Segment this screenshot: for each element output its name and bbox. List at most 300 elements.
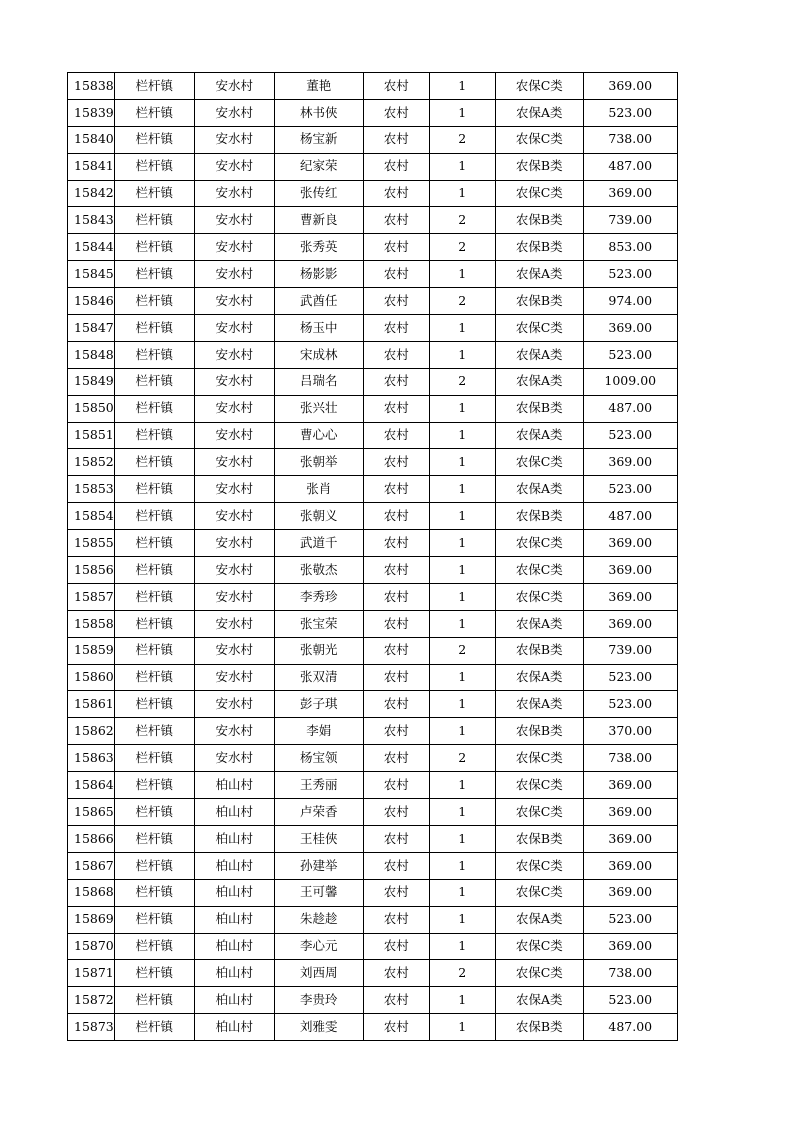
- village-cell: 柏山村: [194, 852, 274, 879]
- household-type-cell: 农村: [363, 933, 429, 960]
- category-cell: 农保C类: [495, 557, 583, 584]
- town-cell: 栏杆镇: [114, 180, 194, 207]
- household-type-cell: 农村: [363, 207, 429, 234]
- name-cell: 曹心心: [274, 422, 363, 449]
- village-cell: 柏山村: [194, 799, 274, 826]
- town-cell: 栏杆镇: [114, 476, 194, 503]
- household-type-cell: 农村: [363, 772, 429, 799]
- table-row: [68, 987, 678, 1014]
- amount-cell: 369.00: [583, 879, 677, 906]
- household-type-cell: 农村: [363, 825, 429, 852]
- town-cell: 栏杆镇: [114, 825, 194, 852]
- town-cell: 栏杆镇: [114, 153, 194, 180]
- village-cell: 柏山村: [194, 933, 274, 960]
- category-cell: 农保A类: [495, 987, 583, 1014]
- town-cell: 栏杆镇: [114, 73, 194, 100]
- category-cell: 农保B类: [495, 1014, 583, 1041]
- category-cell: 农保A类: [495, 906, 583, 933]
- village-cell: 安水村: [194, 73, 274, 100]
- category-cell: 农保C类: [495, 772, 583, 799]
- category-cell: 农保A类: [495, 476, 583, 503]
- amount-cell: 523.00: [583, 341, 677, 368]
- category-cell: 农保B类: [495, 503, 583, 530]
- name-cell: 李娟: [274, 718, 363, 745]
- household-type-cell: 农村: [363, 288, 429, 315]
- name-cell: 曹新良: [274, 207, 363, 234]
- amount-cell: 853.00: [583, 234, 677, 261]
- table-row: [68, 825, 678, 852]
- table-row: [68, 879, 678, 906]
- table-row: [68, 772, 678, 799]
- amount-cell: 369.00: [583, 315, 677, 342]
- name-cell: 杨影影: [274, 261, 363, 288]
- count-cell: 1: [429, 153, 495, 180]
- count-cell: 2: [429, 368, 495, 395]
- village-cell: 安水村: [194, 180, 274, 207]
- serial-cell: 15851: [68, 422, 115, 449]
- village-cell: 安水村: [194, 288, 274, 315]
- town-cell: 栏杆镇: [114, 664, 194, 691]
- table-body: [68, 73, 678, 1041]
- category-cell: 农保B类: [495, 395, 583, 422]
- count-cell: 1: [429, 315, 495, 342]
- table-row: [68, 557, 678, 584]
- town-cell: 栏杆镇: [114, 99, 194, 126]
- count-cell: 1: [429, 1014, 495, 1041]
- household-type-cell: 农村: [363, 637, 429, 664]
- count-cell: 2: [429, 960, 495, 987]
- serial-cell: 15850: [68, 395, 115, 422]
- name-cell: 张肖: [274, 476, 363, 503]
- category-cell: 农保A类: [495, 368, 583, 395]
- name-cell: 张传红: [274, 180, 363, 207]
- household-type-cell: 农村: [363, 73, 429, 100]
- amount-cell: 523.00: [583, 906, 677, 933]
- amount-cell: 487.00: [583, 1014, 677, 1041]
- name-cell: 李贵玲: [274, 987, 363, 1014]
- household-type-cell: 农村: [363, 610, 429, 637]
- amount-cell: 369.00: [583, 610, 677, 637]
- table-row: [68, 610, 678, 637]
- name-cell: 朱趁趁: [274, 906, 363, 933]
- serial-cell: 15858: [68, 610, 115, 637]
- category-cell: 农保B类: [495, 207, 583, 234]
- household-type-cell: 农村: [363, 99, 429, 126]
- town-cell: 栏杆镇: [114, 691, 194, 718]
- village-cell: 柏山村: [194, 960, 274, 987]
- town-cell: 栏杆镇: [114, 879, 194, 906]
- serial-cell: 15841: [68, 153, 115, 180]
- name-cell: 杨宝领: [274, 745, 363, 772]
- count-cell: 1: [429, 476, 495, 503]
- category-cell: 农保B类: [495, 234, 583, 261]
- category-cell: 农保A类: [495, 691, 583, 718]
- serial-cell: 15857: [68, 583, 115, 610]
- serial-cell: 15848: [68, 341, 115, 368]
- household-type-cell: 农村: [363, 960, 429, 987]
- table-row: [68, 422, 678, 449]
- amount-cell: 369.00: [583, 73, 677, 100]
- village-cell: 安水村: [194, 449, 274, 476]
- household-type-cell: 农村: [363, 852, 429, 879]
- category-cell: 农保C类: [495, 852, 583, 879]
- serial-cell: 15849: [68, 368, 115, 395]
- village-cell: 柏山村: [194, 825, 274, 852]
- serial-cell: 15868: [68, 879, 115, 906]
- town-cell: 栏杆镇: [114, 718, 194, 745]
- count-cell: 2: [429, 745, 495, 772]
- town-cell: 栏杆镇: [114, 315, 194, 342]
- amount-cell: 523.00: [583, 476, 677, 503]
- serial-cell: 15839: [68, 99, 115, 126]
- village-cell: 安水村: [194, 207, 274, 234]
- category-cell: 农保B类: [495, 637, 583, 664]
- name-cell: 张双清: [274, 664, 363, 691]
- count-cell: 1: [429, 799, 495, 826]
- town-cell: 栏杆镇: [114, 960, 194, 987]
- count-cell: 1: [429, 664, 495, 691]
- name-cell: 杨玉中: [274, 315, 363, 342]
- name-cell: 纪家荣: [274, 153, 363, 180]
- name-cell: 卢荣香: [274, 799, 363, 826]
- amount-cell: 369.00: [583, 583, 677, 610]
- village-cell: 安水村: [194, 664, 274, 691]
- name-cell: 王秀丽: [274, 772, 363, 799]
- serial-cell: 15871: [68, 960, 115, 987]
- amount-cell: 523.00: [583, 261, 677, 288]
- town-cell: 栏杆镇: [114, 799, 194, 826]
- category-cell: 农保B类: [495, 288, 583, 315]
- serial-cell: 15864: [68, 772, 115, 799]
- table-row: [68, 745, 678, 772]
- town-cell: 栏杆镇: [114, 395, 194, 422]
- amount-cell: 1009.00: [583, 368, 677, 395]
- category-cell: 农保A类: [495, 664, 583, 691]
- household-type-cell: 农村: [363, 449, 429, 476]
- town-cell: 栏杆镇: [114, 637, 194, 664]
- town-cell: 栏杆镇: [114, 449, 194, 476]
- name-cell: 刘西周: [274, 960, 363, 987]
- town-cell: 栏杆镇: [114, 933, 194, 960]
- village-cell: 柏山村: [194, 987, 274, 1014]
- count-cell: 2: [429, 637, 495, 664]
- name-cell: 张朝举: [274, 449, 363, 476]
- name-cell: 张秀英: [274, 234, 363, 261]
- count-cell: 1: [429, 852, 495, 879]
- amount-cell: 369.00: [583, 852, 677, 879]
- amount-cell: 738.00: [583, 960, 677, 987]
- village-cell: 安水村: [194, 557, 274, 584]
- count-cell: 1: [429, 422, 495, 449]
- category-cell: 农保C类: [495, 745, 583, 772]
- amount-cell: 370.00: [583, 718, 677, 745]
- household-type-cell: 农村: [363, 664, 429, 691]
- table-row: [68, 315, 678, 342]
- town-cell: 栏杆镇: [114, 583, 194, 610]
- village-cell: 安水村: [194, 503, 274, 530]
- table-row: [68, 180, 678, 207]
- count-cell: 1: [429, 691, 495, 718]
- amount-cell: 369.00: [583, 449, 677, 476]
- serial-cell: 15865: [68, 799, 115, 826]
- serial-cell: 15845: [68, 261, 115, 288]
- village-cell: 安水村: [194, 395, 274, 422]
- village-cell: 安水村: [194, 234, 274, 261]
- village-cell: 安水村: [194, 126, 274, 153]
- town-cell: 栏杆镇: [114, 557, 194, 584]
- category-cell: 农保A类: [495, 261, 583, 288]
- name-cell: 宋成林: [274, 341, 363, 368]
- household-type-cell: 农村: [363, 530, 429, 557]
- serial-cell: 15844: [68, 234, 115, 261]
- table-row: [68, 395, 678, 422]
- village-cell: 安水村: [194, 341, 274, 368]
- town-cell: 栏杆镇: [114, 987, 194, 1014]
- town-cell: 栏杆镇: [114, 234, 194, 261]
- village-cell: 安水村: [194, 261, 274, 288]
- table-row: [68, 637, 678, 664]
- town-cell: 栏杆镇: [114, 368, 194, 395]
- village-cell: 安水村: [194, 153, 274, 180]
- name-cell: 张朝义: [274, 503, 363, 530]
- name-cell: 武道千: [274, 530, 363, 557]
- amount-cell: 369.00: [583, 557, 677, 584]
- amount-cell: 523.00: [583, 987, 677, 1014]
- serial-cell: 15843: [68, 207, 115, 234]
- amount-cell: 739.00: [583, 637, 677, 664]
- name-cell: 李秀珍: [274, 583, 363, 610]
- village-cell: 安水村: [194, 718, 274, 745]
- village-cell: 柏山村: [194, 772, 274, 799]
- household-type-cell: 农村: [363, 180, 429, 207]
- count-cell: 1: [429, 906, 495, 933]
- name-cell: 董艳: [274, 73, 363, 100]
- serial-cell: 15872: [68, 987, 115, 1014]
- table-row: [68, 960, 678, 987]
- count-cell: 1: [429, 99, 495, 126]
- household-type-cell: 农村: [363, 745, 429, 772]
- category-cell: 农保C类: [495, 799, 583, 826]
- village-cell: 安水村: [194, 99, 274, 126]
- name-cell: 张兴壮: [274, 395, 363, 422]
- town-cell: 栏杆镇: [114, 261, 194, 288]
- household-type-cell: 农村: [363, 261, 429, 288]
- category-cell: 农保A类: [495, 610, 583, 637]
- household-type-cell: 农村: [363, 395, 429, 422]
- category-cell: 农保A类: [495, 422, 583, 449]
- household-type-cell: 农村: [363, 1014, 429, 1041]
- count-cell: 1: [429, 583, 495, 610]
- amount-cell: 369.00: [583, 180, 677, 207]
- village-cell: 安水村: [194, 610, 274, 637]
- serial-cell: 15838: [68, 73, 115, 100]
- amount-cell: 369.00: [583, 772, 677, 799]
- name-cell: 王桂俠: [274, 825, 363, 852]
- town-cell: 栏杆镇: [114, 530, 194, 557]
- category-cell: 农保C类: [495, 73, 583, 100]
- amount-cell: 369.00: [583, 799, 677, 826]
- serial-cell: 15867: [68, 852, 115, 879]
- town-cell: 栏杆镇: [114, 610, 194, 637]
- serial-cell: 15847: [68, 315, 115, 342]
- count-cell: 1: [429, 718, 495, 745]
- name-cell: 张宝荣: [274, 610, 363, 637]
- amount-cell: 523.00: [583, 664, 677, 691]
- count-cell: 1: [429, 557, 495, 584]
- household-type-cell: 农村: [363, 718, 429, 745]
- village-cell: 安水村: [194, 583, 274, 610]
- serial-cell: 15860: [68, 664, 115, 691]
- table-row: [68, 153, 678, 180]
- household-type-cell: 农村: [363, 234, 429, 261]
- category-cell: 农保C类: [495, 583, 583, 610]
- table-row: [68, 530, 678, 557]
- table-row: [68, 799, 678, 826]
- table-row: [68, 261, 678, 288]
- table-row: [68, 583, 678, 610]
- name-cell: 吕瑞名: [274, 368, 363, 395]
- table-row: [68, 449, 678, 476]
- town-cell: 栏杆镇: [114, 906, 194, 933]
- village-cell: 柏山村: [194, 879, 274, 906]
- name-cell: 武酋任: [274, 288, 363, 315]
- count-cell: 1: [429, 879, 495, 906]
- village-cell: 安水村: [194, 637, 274, 664]
- household-type-cell: 农村: [363, 799, 429, 826]
- category-cell: 农保C类: [495, 960, 583, 987]
- category-cell: 农保C类: [495, 180, 583, 207]
- table-row: [68, 691, 678, 718]
- count-cell: 1: [429, 530, 495, 557]
- amount-cell: 487.00: [583, 503, 677, 530]
- count-cell: 1: [429, 772, 495, 799]
- village-cell: 柏山村: [194, 1014, 274, 1041]
- town-cell: 栏杆镇: [114, 745, 194, 772]
- village-cell: 安水村: [194, 368, 274, 395]
- count-cell: 1: [429, 395, 495, 422]
- name-cell: 林书俠: [274, 99, 363, 126]
- serial-cell: 15873: [68, 1014, 115, 1041]
- household-type-cell: 农村: [363, 691, 429, 718]
- serial-cell: 15862: [68, 718, 115, 745]
- name-cell: 张敬杰: [274, 557, 363, 584]
- table-row: [68, 207, 678, 234]
- town-cell: 栏杆镇: [114, 503, 194, 530]
- town-cell: 栏杆镇: [114, 341, 194, 368]
- town-cell: 栏杆镇: [114, 1014, 194, 1041]
- amount-cell: 974.00: [583, 288, 677, 315]
- table-row: [68, 73, 678, 100]
- household-type-cell: 农村: [363, 557, 429, 584]
- name-cell: 李心元: [274, 933, 363, 960]
- name-cell: 孙建举: [274, 852, 363, 879]
- serial-cell: 15859: [68, 637, 115, 664]
- household-type-cell: 农村: [363, 153, 429, 180]
- serial-cell: 15853: [68, 476, 115, 503]
- table-row: [68, 341, 678, 368]
- village-cell: 安水村: [194, 476, 274, 503]
- table-row: [68, 234, 678, 261]
- count-cell: 1: [429, 261, 495, 288]
- category-cell: 农保B类: [495, 718, 583, 745]
- category-cell: 农保C类: [495, 126, 583, 153]
- count-cell: 1: [429, 449, 495, 476]
- count-cell: 1: [429, 825, 495, 852]
- town-cell: 栏杆镇: [114, 207, 194, 234]
- category-cell: 农保B类: [495, 825, 583, 852]
- serial-cell: 15846: [68, 288, 115, 315]
- name-cell: 刘雅雯: [274, 1014, 363, 1041]
- table-row: [68, 718, 678, 745]
- household-type-cell: 农村: [363, 126, 429, 153]
- category-cell: 农保C类: [495, 315, 583, 342]
- town-cell: 栏杆镇: [114, 288, 194, 315]
- amount-cell: 523.00: [583, 691, 677, 718]
- household-type-cell: 农村: [363, 315, 429, 342]
- table-row: [68, 1014, 678, 1041]
- table-row: [68, 906, 678, 933]
- household-type-cell: 农村: [363, 368, 429, 395]
- household-type-cell: 农村: [363, 879, 429, 906]
- town-cell: 栏杆镇: [114, 422, 194, 449]
- village-cell: 安水村: [194, 315, 274, 342]
- village-cell: 柏山村: [194, 906, 274, 933]
- table-row: [68, 852, 678, 879]
- household-type-cell: 农村: [363, 906, 429, 933]
- table-row: [68, 126, 678, 153]
- name-cell: 杨宝新: [274, 126, 363, 153]
- name-cell: 张朝光: [274, 637, 363, 664]
- household-type-cell: 农村: [363, 341, 429, 368]
- category-cell: 农保C类: [495, 449, 583, 476]
- serial-cell: 15852: [68, 449, 115, 476]
- town-cell: 栏杆镇: [114, 772, 194, 799]
- amount-cell: 369.00: [583, 933, 677, 960]
- amount-cell: 369.00: [583, 530, 677, 557]
- count-cell: 1: [429, 73, 495, 100]
- amount-cell: 487.00: [583, 153, 677, 180]
- household-type-cell: 农村: [363, 503, 429, 530]
- category-cell: 农保C类: [495, 933, 583, 960]
- count-cell: 1: [429, 933, 495, 960]
- household-type-cell: 农村: [363, 476, 429, 503]
- amount-cell: 487.00: [583, 395, 677, 422]
- count-cell: 1: [429, 503, 495, 530]
- table-row: [68, 99, 678, 126]
- count-cell: 1: [429, 341, 495, 368]
- household-type-cell: 农村: [363, 583, 429, 610]
- serial-cell: 15855: [68, 530, 115, 557]
- household-type-cell: 农村: [363, 987, 429, 1014]
- serial-cell: 15856: [68, 557, 115, 584]
- category-cell: 农保C类: [495, 530, 583, 557]
- serial-cell: 15840: [68, 126, 115, 153]
- village-cell: 安水村: [194, 530, 274, 557]
- amount-cell: 369.00: [583, 825, 677, 852]
- category-cell: 农保A类: [495, 99, 583, 126]
- amount-cell: 523.00: [583, 99, 677, 126]
- name-cell: 彭子琪: [274, 691, 363, 718]
- table-row: [68, 476, 678, 503]
- name-cell: 王可馨: [274, 879, 363, 906]
- data-table: [67, 72, 678, 1041]
- count-cell: 2: [429, 288, 495, 315]
- table-row: [68, 368, 678, 395]
- category-cell: 农保B类: [495, 153, 583, 180]
- amount-cell: 523.00: [583, 422, 677, 449]
- serial-cell: 15863: [68, 745, 115, 772]
- table-row: [68, 503, 678, 530]
